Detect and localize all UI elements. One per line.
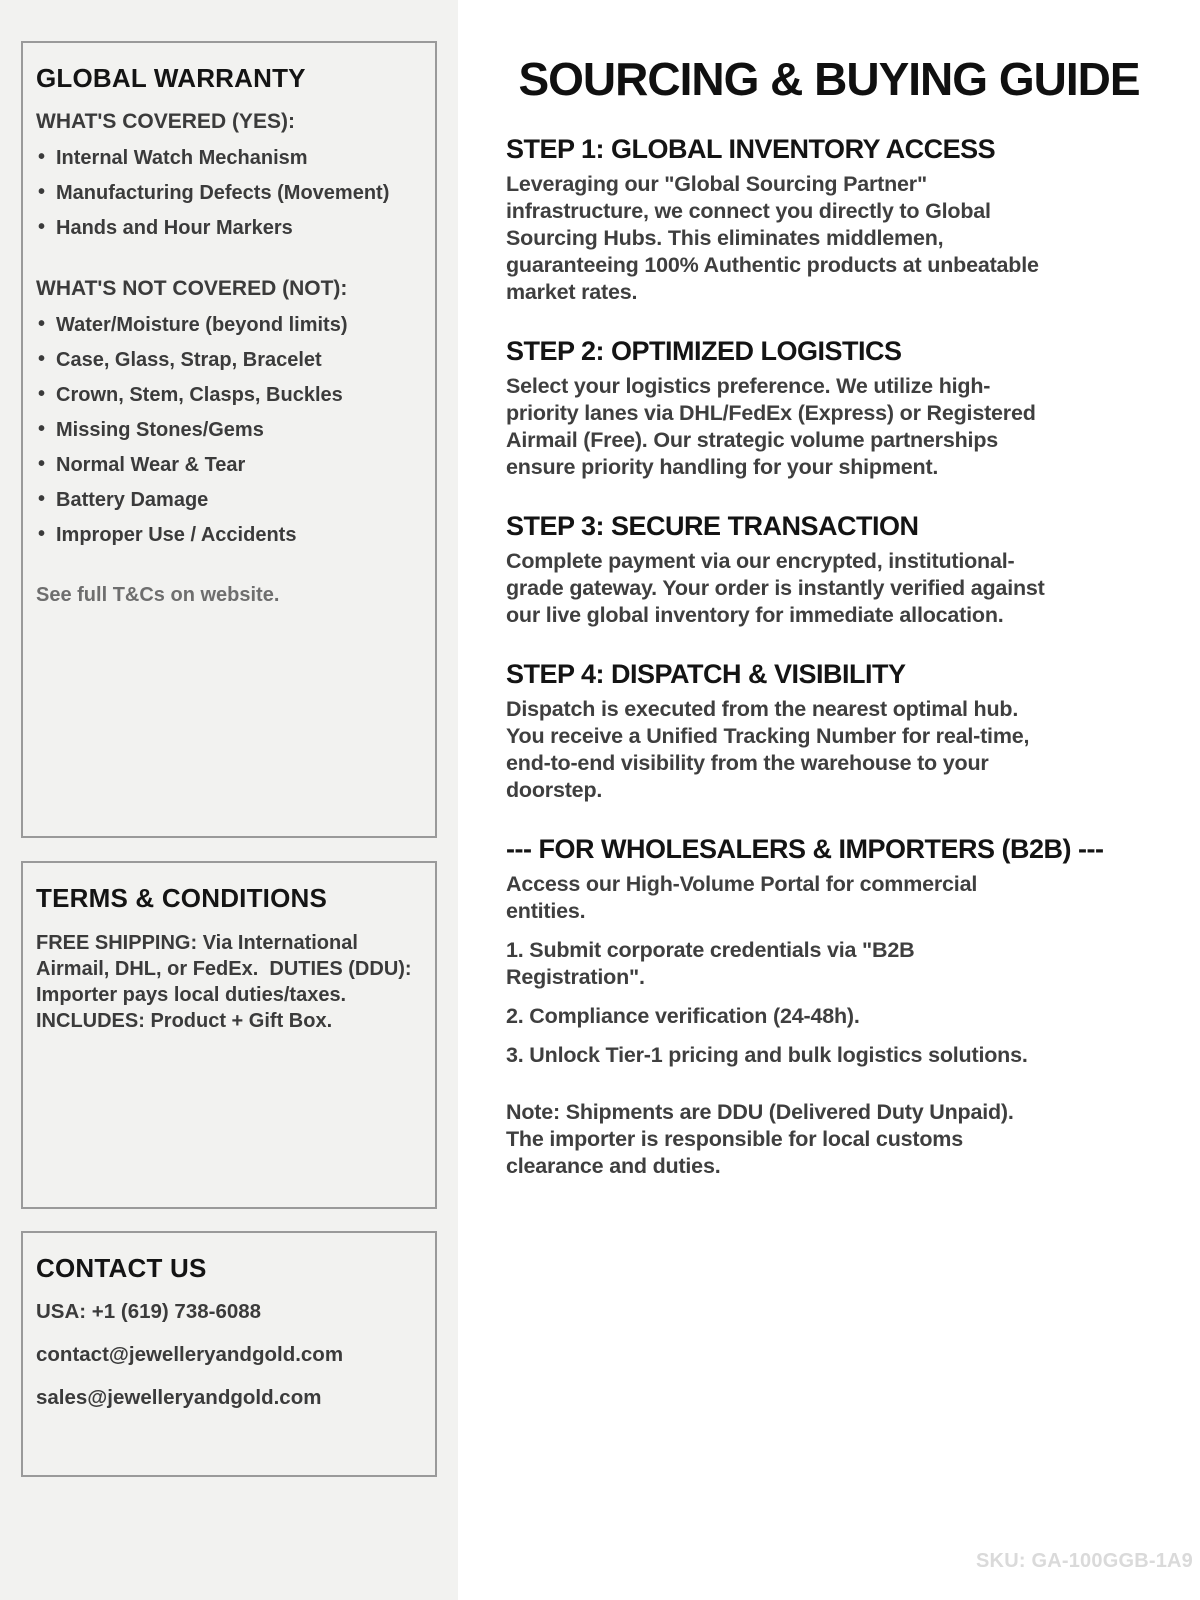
b2b-step-2: 2. Compliance verification (24-48h). xyxy=(506,1004,860,1028)
b2b-heading: --- FOR WHOLESALERS & IMPORTERS (B2B) --- xyxy=(506,834,1104,864)
main-content xyxy=(458,0,1200,1600)
list-item: • Improper Use / Accidents xyxy=(36,525,422,546)
step-1-body: Leveraging our "Global Sourcing Partner" infrastructure, we connect you directly to Global Sourcing Hubs. This eliminates middlemen, guaranteeing 100% Authentic products at unbeatable market rates. xyxy=(506,172,1039,304)
sku-label: SKU: GA-100GGB-1A9 xyxy=(976,1550,1193,1572)
warranty-panel xyxy=(21,41,437,838)
step-2-section xyxy=(506,336,1200,481)
list-item: • Missing Stones/Gems xyxy=(36,420,422,441)
step-2-heading: STEP 2: OPTIMIZED LOGISTICS xyxy=(506,336,902,366)
list-item: • Crown, Stem, Clasps, Buckles xyxy=(36,385,422,406)
covered-subheading: WHAT'S COVERED (YES): xyxy=(36,110,295,133)
step-1-heading: STEP 1: GLOBAL INVENTORY ACCESS xyxy=(506,134,996,164)
sales-email: sales@jewelleryandgold.com xyxy=(36,1386,322,1409)
b2b-step-3: 3. Unlock Tier-1 pricing and bulk logistics solutions. xyxy=(506,1043,1028,1067)
step-1-section xyxy=(506,134,1200,306)
terms-panel xyxy=(21,861,437,1209)
sidebar xyxy=(0,0,458,1600)
b2b-step-1: 1. Submit corporate credentials via "B2B Registration". xyxy=(506,938,915,989)
page-title: SOURCING & BUYING GUIDE xyxy=(518,53,1140,105)
list-item: • Manufacturing Defects (Movement) xyxy=(36,183,422,204)
list-item: • Water/Moisture (beyond limits) xyxy=(36,315,422,336)
list-item: • Hands and Hour Markers xyxy=(36,218,422,239)
step-4-heading: STEP 4: DISPATCH & VISIBILITY xyxy=(506,659,906,689)
step-3-section xyxy=(506,511,1200,629)
b2b-intro: Access our High-Volume Portal for commercial entities. xyxy=(506,872,978,923)
contact-email: contact@jewelleryandgold.com xyxy=(36,1343,344,1366)
warranty-footnote: See full T&Cs on website. xyxy=(36,584,280,606)
b2b-section xyxy=(506,834,1200,1180)
b2b-note: Note: Shipments are DDU (Delivered Duty Unpaid). The importer is responsible for local customs clearance and duties. xyxy=(506,1100,1014,1178)
contact-panel xyxy=(21,1231,437,1477)
not-covered-subheading: WHAT'S NOT COVERED (NOT): xyxy=(36,277,348,300)
list-item: • Internal Watch Mechanism xyxy=(36,148,422,169)
step-4-section xyxy=(506,659,1200,804)
covered-list xyxy=(36,148,422,239)
step-3-body: Complete payment via our encrypted, institutional-grade gateway. Your order is instantly verified against our live global inventory for immediate allocation. xyxy=(506,549,1045,627)
list-item: • Case, Glass, Strap, Bracelet xyxy=(36,350,422,371)
not-covered-list xyxy=(36,315,422,546)
contact-title: CONTACT US xyxy=(36,1253,207,1283)
terms-title: TERMS & CONDITIONS xyxy=(36,883,328,913)
step-4-body: Dispatch is executed from the nearest optimal hub. You receive a Unified Tracking Number for real-time, end-to-end visibility from the warehouse to your doorstep. xyxy=(506,697,1030,802)
list-item: • Normal Wear & Tear xyxy=(36,455,422,476)
terms-body: FREE SHIPPING: Via International Airmail, DHL, or FedEx. DUTIES (DDU): Importer pays local duties/taxes. INCLUDES: Product + Gift Box. xyxy=(36,932,418,1032)
list-item: • Battery Damage xyxy=(36,490,422,511)
step-3-heading: STEP 3: SECURE TRANSACTION xyxy=(506,511,919,541)
contact-phone: USA: +1 (619) 738-6088 xyxy=(36,1300,262,1323)
warranty-title: GLOBAL WARRANTY xyxy=(36,63,306,93)
step-2-body: Select your logistics preference. We utilize high-priority lanes via DHL/FedEx (Express) or Registered Airmail (Free). Our strategic volume partnerships ensure priority handling for your shipment. xyxy=(506,374,1036,479)
